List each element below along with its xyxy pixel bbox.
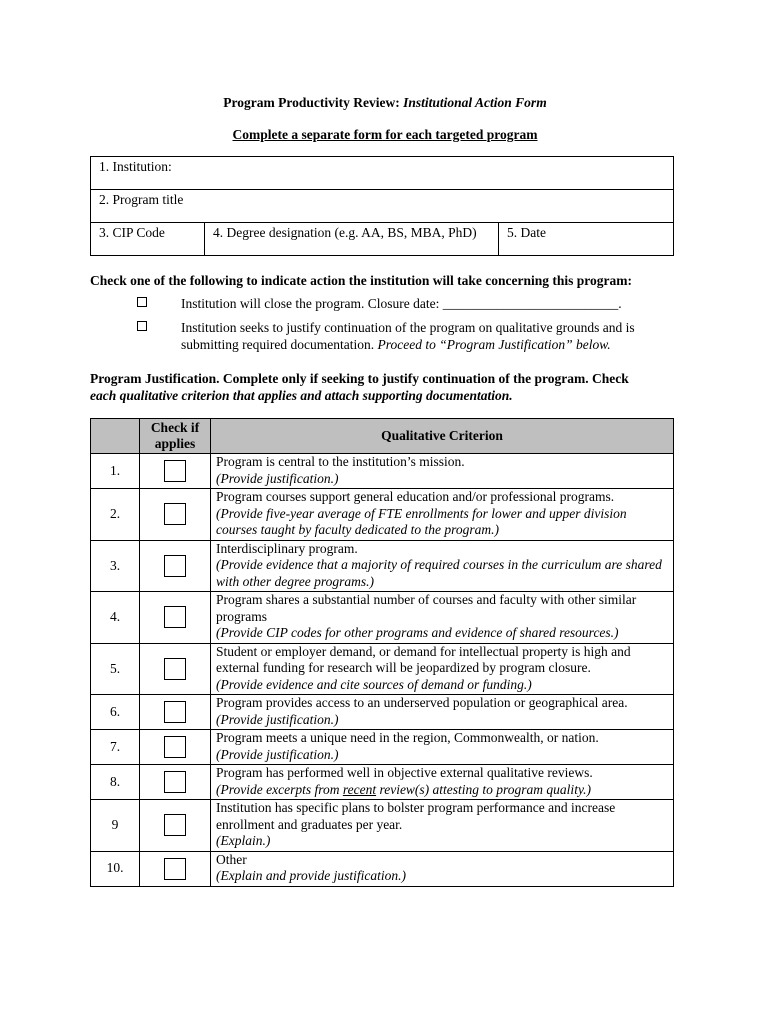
program-info-table (90, 156, 674, 256)
program-title-field[interactable]: 2. Program title (91, 190, 674, 223)
criterion-note: (Provide evidence that a majority of required courses in the curriculum are shared with other degree programs.) (216, 557, 662, 589)
check-if-applies-header: Check if applies (140, 419, 211, 454)
criterion-text: Program shares a substantial number of courses and faculty with other similar programs (216, 592, 637, 624)
criterion-note: (Provide justification.) (216, 711, 339, 727)
row-number: 10. (91, 851, 140, 886)
form-subtitle: Complete a separate form for each targeted program (232, 127, 538, 142)
criteria-table (90, 418, 674, 887)
criterion-checkbox[interactable] (164, 460, 186, 482)
row-number: 6. (91, 695, 140, 730)
row-number: 3. (91, 540, 140, 592)
form-title-bold: Program Productivity Review: (223, 95, 400, 110)
table-row (91, 695, 674, 730)
criterion-text: Student or employer demand, or demand for intellectual property is high and external funding for research will be jeopardized by program closure. (216, 643, 631, 675)
justify-option-line2: submitting required documentation. (181, 337, 375, 352)
justify-option-line1: Institution seeks to justify continuation of the program on qualitative grounds and is (181, 320, 635, 335)
criterion-checkbox[interactable] (164, 555, 186, 577)
close-program-checkbox[interactable] (137, 297, 147, 307)
criterion-checkbox[interactable] (164, 736, 186, 758)
criteria-header-blank (91, 419, 140, 454)
justify-option-italic: Proceed to “Program Justification” below. (377, 337, 611, 352)
criterion-checkbox[interactable] (164, 658, 186, 680)
row-number: 9 (91, 800, 140, 852)
criterion-checkbox[interactable] (164, 503, 186, 525)
criterion-text: Program courses support general education and/or professional programs. (216, 489, 615, 504)
criterion-checkbox[interactable] (164, 814, 186, 836)
form-title (0, 95, 770, 111)
table-row (91, 800, 674, 852)
criterion-checkbox[interactable] (164, 771, 186, 793)
criterion-text: Program meets a unique need in the region, Commonwealth, or nation. (216, 730, 599, 745)
criterion-note: (Provide justification.) (216, 746, 339, 762)
criterion-note: (Provide justification.) (216, 470, 339, 486)
table-row (91, 454, 674, 489)
table-row (91, 540, 674, 592)
degree-designation-field[interactable]: 4. Degree designation (e.g. AA, BS, MBA, PhD) (205, 223, 499, 256)
criterion-note: (Explain.) (216, 833, 271, 848)
action-heading: Check one of the following to indicate action the institution will take concerning this program: (90, 273, 632, 288)
row-number: 2. (91, 489, 140, 541)
recent-underline: recent (342, 781, 377, 797)
table-row (91, 592, 674, 644)
criterion-text: Institution has specific plans to bolster program performance and increase enrollment and graduates per year. (216, 800, 616, 832)
criterion-note: (Provide CIP codes for other programs and evidence of shared resources.) (216, 625, 619, 640)
justify-program-option (181, 319, 661, 353)
row-number: 8. (91, 765, 140, 800)
row-number: 4. (91, 592, 140, 644)
criterion-note: (Provide five-year average of FTE enrollments for lower and upper division courses taught by faculty dedicated to the program.) (216, 505, 627, 537)
table-row (91, 730, 674, 765)
criterion-checkbox[interactable] (164, 606, 186, 628)
table-row (91, 765, 674, 800)
form-title-italic: Institutional Action Form (403, 95, 547, 110)
criterion-text: Program provides access to an underserved population or geographical area. (216, 695, 628, 710)
criterion-text: Interdisciplinary program. (216, 540, 358, 556)
criterion-note: (Provide excerpts from recent review(s) attesting to program quality.) (216, 781, 592, 797)
table-row (91, 851, 674, 886)
close-program-option: Institution will close the program. Closure date: __________________________. (181, 296, 622, 311)
justification-instructions (90, 370, 670, 404)
justification-bold: Program Justification. Complete only if seeking to justify continuation of the program. Check (90, 371, 629, 386)
table-row (91, 643, 674, 695)
date-field[interactable]: 5. Date (499, 223, 674, 256)
qualitative-criterion-header: Qualitative Criterion (211, 419, 674, 454)
criterion-note: (Provide evidence and cite sources of demand or funding.) (216, 676, 532, 692)
criterion-text: Other (216, 851, 247, 867)
criterion-text: Program has performed well in objective external qualitative reviews. (216, 765, 593, 780)
criterion-checkbox[interactable] (164, 701, 186, 723)
row-number: 5. (91, 643, 140, 695)
justification-bold-italic: each qualitative criterion that applies and attach supporting documentation. (90, 388, 513, 403)
row-number: 7. (91, 730, 140, 765)
criterion-note: (Explain and provide justification.) (216, 868, 406, 883)
institution-field[interactable]: 1. Institution: (91, 157, 674, 190)
criterion-text: Program is central to the institution’s mission. (216, 454, 465, 469)
table-row (91, 489, 674, 541)
justify-program-checkbox[interactable] (137, 321, 147, 331)
cip-code-field[interactable]: 3. CIP Code (91, 223, 205, 256)
criterion-checkbox[interactable] (164, 858, 186, 880)
row-number: 1. (91, 454, 140, 489)
